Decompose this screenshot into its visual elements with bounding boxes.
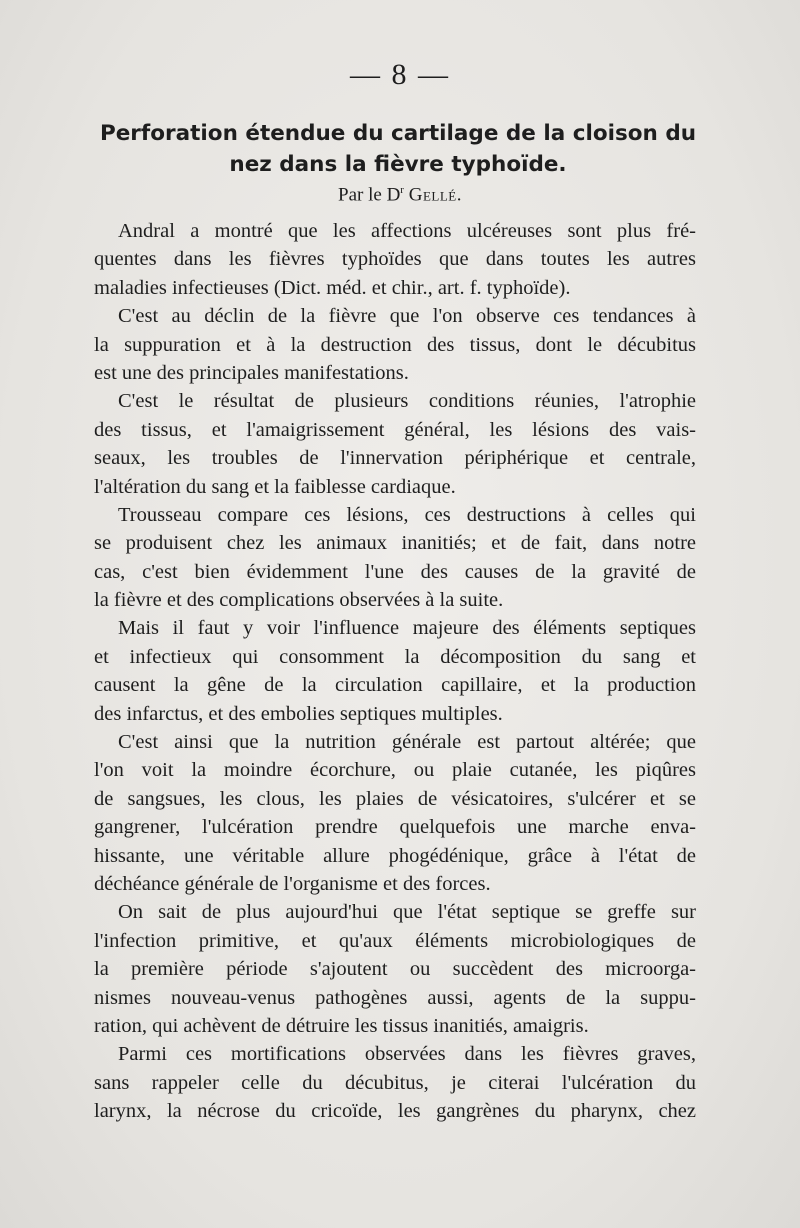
text-line: l'on voit la moindre écorchure, ou plaie cutanée, les piqûres (94, 759, 696, 782)
text-line: des infarctus, et des embolies septiques multiples. (94, 702, 503, 725)
paragraph (94, 387, 696, 501)
text-line: Trousseau compare ces lésions, ces destructions à celles qui (118, 503, 696, 526)
text-line: Mais il faut y voir l'influence majeure des éléments septiques (118, 617, 696, 640)
text-line: quentes dans les fièvres typhoïdes que dans toutes les autres (94, 248, 696, 271)
article-title (88, 118, 708, 180)
paragraph (94, 501, 696, 615)
text-line: et infectieux qui consomment la décomposition du sang et (94, 645, 696, 668)
text-line: ration, qui achèvent de détruire les tissus inanitiés, amaigris. (94, 1014, 589, 1037)
text-line: gangrener, l'ulcération prendre quelquefois une marche enva- (94, 816, 696, 839)
text-line: On sait de plus aujourd'hui que l'état septique se greffe sur (118, 901, 696, 924)
text-line: seaux, les troubles de l'innervation périphérique et centrale, (94, 447, 696, 470)
text-line: la fièvre et des complications observées à la suite. (94, 589, 504, 612)
text-line: hissante, une véritable allure phogédénique, grâce à l'état de (94, 844, 696, 867)
paragraph (94, 217, 696, 302)
text-line: causent la gêne de la circulation capillaire, et la production (94, 674, 696, 697)
paragraph (94, 302, 696, 387)
text-line: est une des principales manifestations. (94, 361, 409, 384)
text-line: C'est au déclin de la fièvre que l'on observe ces tendances à (118, 305, 696, 328)
text-line: cas, c'est bien évidemment l'une des causes de la gravité de (94, 560, 696, 583)
paragraph (94, 898, 696, 1040)
text-line: des tissus, et l'amaigrissement général, les lésions des vais- (94, 418, 696, 441)
text-line: Parmi ces mortifications observées dans les fièvres graves, (118, 1043, 696, 1066)
article-author (0, 184, 800, 206)
author-name: Gellé. (408, 184, 462, 206)
text-line: C'est ainsi que la nutrition générale est partout altérée; que (118, 731, 696, 754)
article-title-line-2: nez dans la fièvre typhoïde. (229, 152, 567, 177)
author-prefix: Par le D (338, 184, 401, 206)
text-line: déchéance générale de l'organisme et des forces. (94, 872, 491, 895)
paragraph (94, 1040, 696, 1125)
page-number: — 8 — (350, 58, 450, 91)
paragraph (94, 728, 696, 898)
text-line: nismes nouveau-venus pathogènes aussi, agents de la suppu- (94, 986, 696, 1009)
paragraph (94, 614, 696, 728)
text-line: Andral a montré que les affections ulcéreuses sont plus fré- (118, 220, 696, 242)
text-line: se produisent chez les animaux inanitiés; et de fait, dans notre (94, 532, 696, 555)
text-line: de sangsues, les clous, les plaies de vésicatoires, s'ulcérer et se (94, 787, 696, 810)
article-body (94, 217, 696, 1126)
text-line: la première période s'ajoutent ou succèdent des microorga- (94, 958, 696, 981)
text-line: l'altération du sang et la faiblesse cardiaque. (94, 475, 456, 498)
text-line: larynx, la nécrose du cricoïde, les gangrènes du pharynx, chez (94, 1100, 696, 1123)
text-line: C'est le résultat de plusieurs conditions réunies, l'atrophie (118, 390, 696, 413)
text-line: maladies infectieuses (Dict. méd. et chir., art. f. typhoïde). (94, 276, 571, 299)
author-title-sup: r (400, 184, 404, 196)
text-line: l'infection primitive, et qu'aux éléments microbiologiques de (94, 929, 696, 952)
text-line: la suppuration et à la destruction des tissus, dont le décubitus (94, 333, 696, 356)
article-title-line-1: Perforation étendue du cartilage de la cloison du (99, 121, 697, 146)
text-line: sans rappeler celle du décubitus, je citerai l'ulcération du (94, 1071, 696, 1094)
